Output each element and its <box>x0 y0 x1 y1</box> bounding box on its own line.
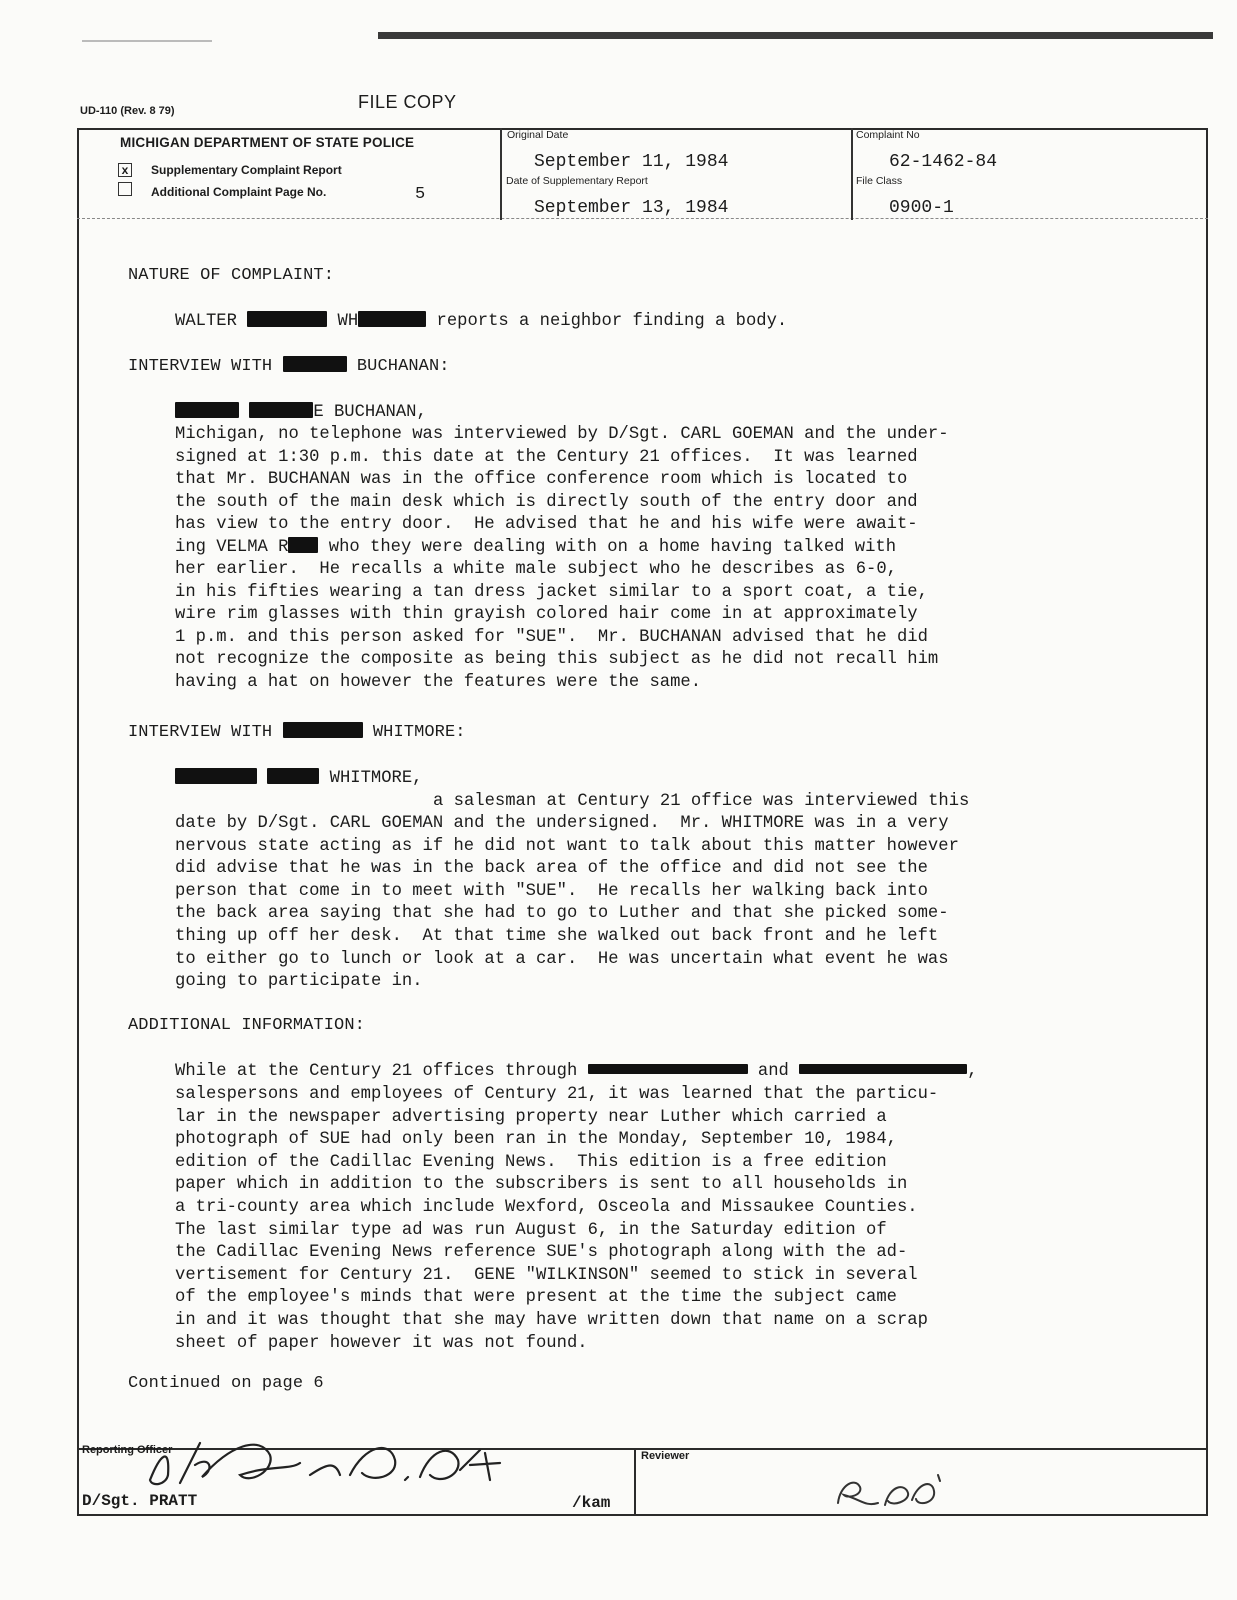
whitmore-paragraph <box>175 813 1075 994</box>
additional-page-checkbox[interactable] <box>118 182 132 196</box>
text-line: The last similar type ad was run August 6, in the Saturday edition of <box>175 1220 887 1240</box>
text-line: that Mr. BUCHANAN was in the office conference room which is located to <box>175 470 908 490</box>
text-line: sheet of paper however it was not found. <box>175 1333 588 1353</box>
redaction <box>175 402 239 418</box>
file-class: 0900-1 <box>889 198 954 218</box>
buchanan-heading: INTERVIEW WITH BUCHANAN: <box>128 357 450 376</box>
text-line: 1 p.m. and this person asked for "SUE". Mr. BUCHANAN advised that he did <box>175 627 928 647</box>
form-number: UD-110 (Rev. 8 79) <box>80 105 175 117</box>
typist-initials: /kam <box>572 1494 611 1512</box>
file-class-label: File Class <box>856 175 903 187</box>
text-line: wire rim glasses with thin grayish colored hair come in at approximately <box>175 605 918 625</box>
text-line: in and it was thought that she may have written down that name on a scrap <box>175 1310 928 1330</box>
text-line: Michigan, no telephone was interviewed by D/Sgt. CARL GOEMAN and the under- <box>175 425 949 444</box>
redaction <box>249 402 313 418</box>
whitmore-name: WHITMORE, <box>175 768 1075 791</box>
redaction <box>588 1064 748 1074</box>
text-line: lar in the newspaper advertising property near Luther which carried a <box>175 1107 887 1127</box>
text-line: photograph of SUE had only been ran in the Monday, September 10, 1984, <box>175 1130 897 1150</box>
header-divider <box>77 218 1208 219</box>
text-line: has view to the entry door. He advised that he and his wife were await- <box>175 515 918 535</box>
additional-page-label: Additional Complaint Page No. <box>151 185 327 199</box>
text-line: signed at 1:30 p.m. this date at the Century 21 offices. It was learned <box>175 447 918 467</box>
redaction <box>358 311 426 327</box>
reporting-officer: D/Sgt. PRATT <box>82 1492 198 1510</box>
text-line: nervous state acting as if he did not want to talk about this matter however <box>175 836 959 856</box>
text-line: did advise that he was in the back area of the office and did not see the <box>175 859 928 879</box>
buchanan-paragraph-a <box>175 424 1075 537</box>
additional-paragraph <box>175 1084 1075 1355</box>
text-line: a tri-county area which include Wexford, Osceola and Missaukee Counties. <box>175 1197 918 1217</box>
complaint-number: 62-1462-84 <box>889 152 998 172</box>
redaction <box>799 1064 967 1074</box>
text-line: having a hat on however the features were the same. <box>175 672 702 692</box>
agency-name: MICHIGAN DEPARTMENT OF STATE POLICE <box>120 135 415 150</box>
text-line: in his fifties wearing a tan dress jacket similar to a sport coat, a tie, <box>175 582 928 602</box>
page-number: 5 <box>415 185 426 204</box>
text-line: the back area saying that she had to go to Luther and that she picked some- <box>175 904 949 924</box>
text-line: person that come in to meet with "SUE". He recalls her walking back into <box>175 881 928 901</box>
text-line: vertisement for Century 21. GENE "WILKINSON" seemed to stick in several <box>175 1265 918 1285</box>
additional-heading: ADDITIONAL INFORMATION: <box>128 1016 365 1035</box>
continued-note: Continued on page 6 <box>128 1374 324 1393</box>
text-line: salespersons and employees of Century 21, it was learned that the particu- <box>175 1085 939 1104</box>
scan-mark <box>82 40 212 42</box>
supplementary-date: September 13, 1984 <box>534 198 729 218</box>
text-line: the Cadillac Evening News reference SUE's photograph along with the ad- <box>175 1243 908 1263</box>
reviewer-initials <box>830 1465 950 1515</box>
footer-column-divider <box>634 1448 636 1516</box>
redaction <box>247 311 327 327</box>
buchanan-velma-line: ing VELMA R who they were dealing with on a home having talked with <box>175 538 897 557</box>
whitmore-heading: INTERVIEW WITH WHITMORE: <box>128 723 466 742</box>
officer-signature <box>140 1425 540 1495</box>
text-line: to either go to lunch or look at a car. He was uncertain what event he was <box>175 949 949 969</box>
file-copy-stamp: FILE COPY <box>358 92 457 112</box>
additional-first-line: While at the Century 21 offices through and , <box>175 1062 978 1081</box>
header-column-divider-2 <box>851 128 853 220</box>
redaction <box>283 356 347 372</box>
redaction <box>283 722 363 738</box>
redaction <box>267 768 319 784</box>
text-line: paper which in addition to the subscribers is sent to all households in <box>175 1175 908 1195</box>
supplementary-checkbox[interactable]: x <box>118 163 132 177</box>
whitmore-first-line: a salesman at Century 21 office was interviewed this <box>433 792 970 811</box>
nature-heading: NATURE OF COMPLAINT: <box>128 266 335 285</box>
buchanan-name: E BUCHANAN, <box>175 402 1075 425</box>
supplementary-date-label: Date of Supplementary Report <box>506 175 648 187</box>
reviewer-label: Reviewer <box>641 1450 690 1462</box>
top-rule <box>378 32 1213 39</box>
supplementary-label: Supplementary Complaint Report <box>151 163 342 177</box>
text-line: her earlier. He recalls a white male subject who he describes as 6-0, <box>175 560 897 579</box>
text-line: the south of the main desk which is directly south of the entry door and <box>175 492 918 512</box>
text-line: edition of the Cadillac Evening News. This edition is a free edition <box>175 1152 887 1172</box>
nature-line: WALTER WH reports a neighbor finding a body. <box>175 312 788 331</box>
text-line: not recognize the composite as being this subject as he did not recall him <box>175 650 939 670</box>
redaction <box>175 768 257 784</box>
text-line: of the employee's minds that were present at the time the subject came <box>175 1288 897 1308</box>
header-column-divider-1 <box>500 128 502 220</box>
text-line: going to participate in. <box>175 972 423 992</box>
original-date: September 11, 1984 <box>534 152 729 172</box>
text-line: thing up off her desk. At that time she walked out back front and he left <box>175 926 939 946</box>
buchanan-paragraph-b <box>175 559 1075 695</box>
reporting-officer-label: Reporting Officer <box>82 1444 173 1456</box>
redaction <box>288 537 318 553</box>
original-date-label: Original Date <box>507 129 569 141</box>
text-line: date by D/Sgt. CARL GOEMAN and the undersigned. Mr. WHITMORE was in a very <box>175 814 949 833</box>
complaint-no-label: Complaint No <box>856 129 920 141</box>
